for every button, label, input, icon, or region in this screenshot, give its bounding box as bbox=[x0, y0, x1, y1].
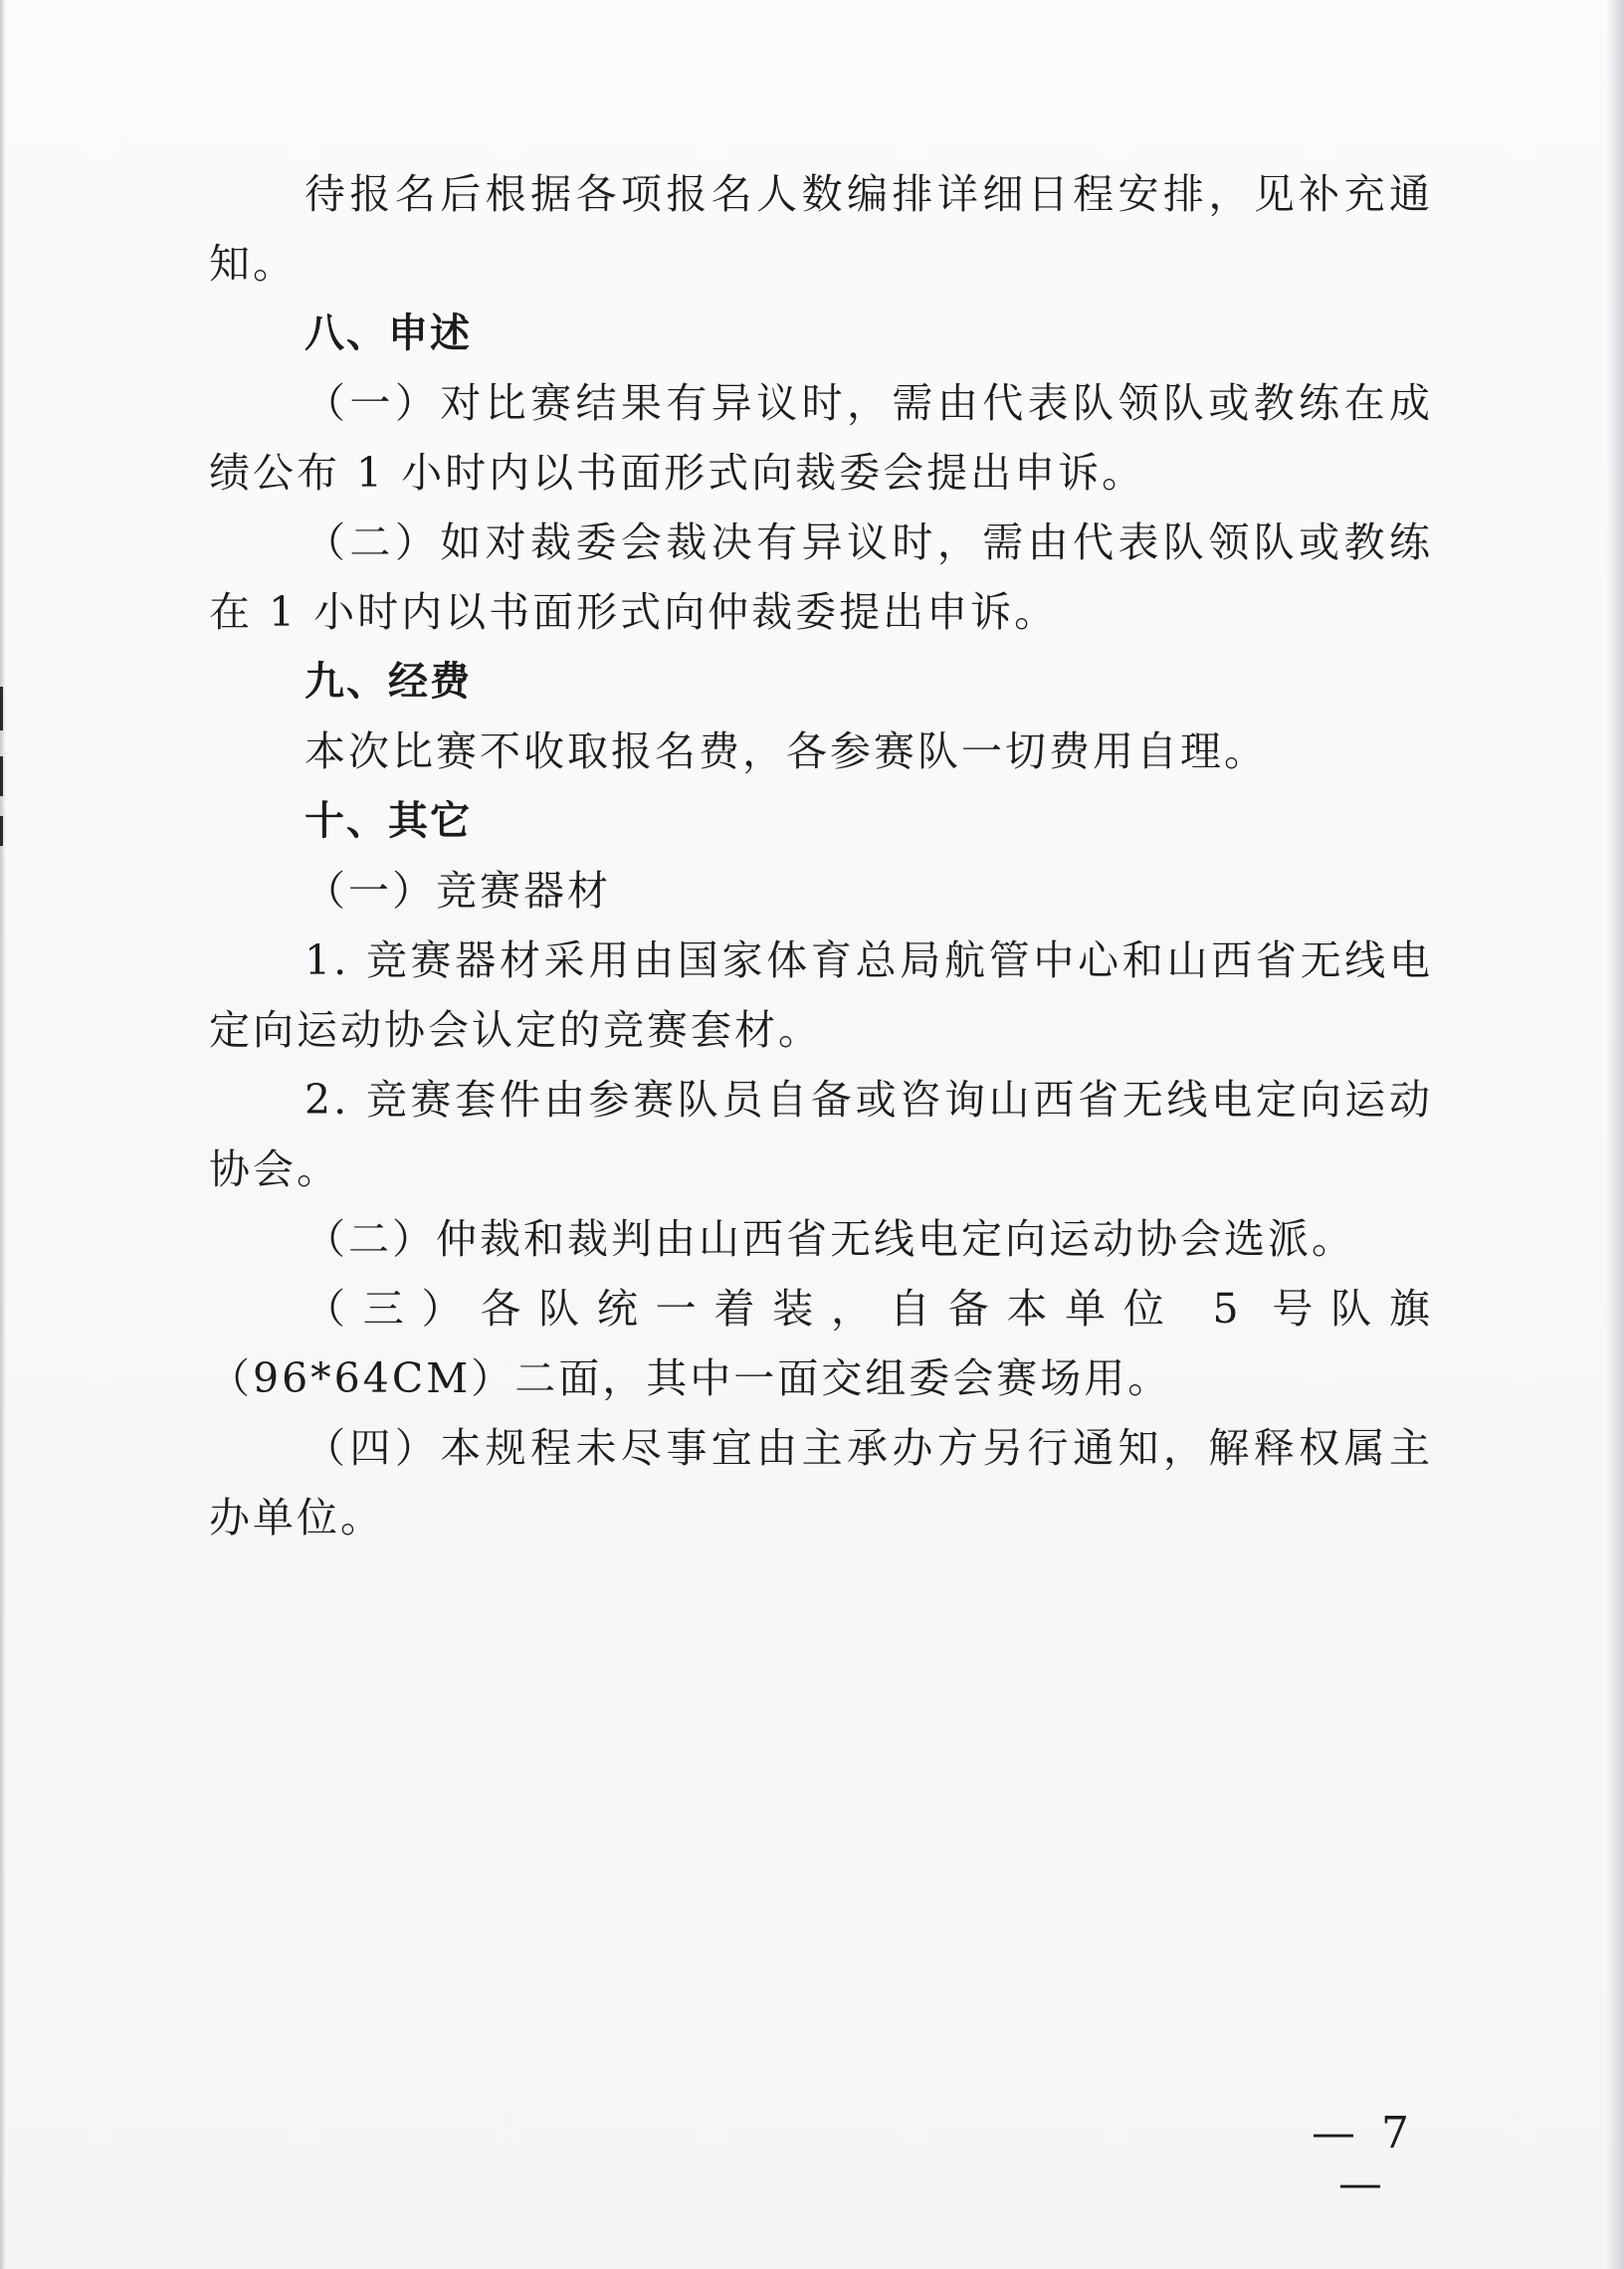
paragraph-interpretation: （四）本规程未尽事宜由主承办方另行通知，解释权属主办单位。 bbox=[209, 1424, 1433, 1542]
paragraph-fees: 本次比赛不收取报名费，各参赛队一切费用自理。 bbox=[304, 727, 1268, 775]
paragraph-appeal-2: （二）如对裁委会裁决有异议时，需由代表队领队或教练在 1 小时内以书面形式向仲裁委提出申诉。 bbox=[209, 518, 1433, 636]
paragraph-equipment-2: 2. 竞赛套件由参赛队员自备或咨询山西省无线电定向运动协会。 bbox=[209, 1076, 1433, 1193]
paragraph-schedule-note: 待报名后根据各项报名人数编排详细日程安排，见补充通知。 bbox=[209, 170, 1433, 288]
paragraph-referees: （二）仲裁和裁判由山西省无线电定向运动协会选派。 bbox=[304, 1215, 1355, 1263]
section-heading-appeal: 八、申述 bbox=[304, 310, 472, 356]
paragraph-equipment-title: （一）竞赛器材 bbox=[304, 867, 611, 915]
scan-shadow-right bbox=[1606, 0, 1624, 2269]
paragraph-equipment-1: 1. 竞赛器材采用由国家体育总局航管中心和山西省无线电定向运动协会认定的竞赛套材。 bbox=[209, 936, 1433, 1054]
section-heading-other: 十、其它 bbox=[304, 798, 472, 844]
paragraph-appeal-1: （一）对比赛结果有异议时，需由代表队领队或教练在成绩公布 1 小时内以书面形式向裁委会提出申诉。 bbox=[209, 379, 1433, 497]
page-number: — 7 — bbox=[1312, 2108, 1415, 2209]
scan-mark bbox=[0, 816, 3, 846]
scan-mark bbox=[0, 687, 3, 730]
scan-shadow-left bbox=[0, 0, 6, 2269]
scan-mark bbox=[0, 756, 3, 796]
section-heading-fees: 九、经费 bbox=[304, 659, 472, 705]
document-body bbox=[209, 159, 1433, 1552]
paragraph-uniform-flags: （三）各队统一着装，自备本单位 5 号队旗（96*64CM）二面，其中一面交组委会赛场用。 bbox=[209, 1285, 1433, 1402]
